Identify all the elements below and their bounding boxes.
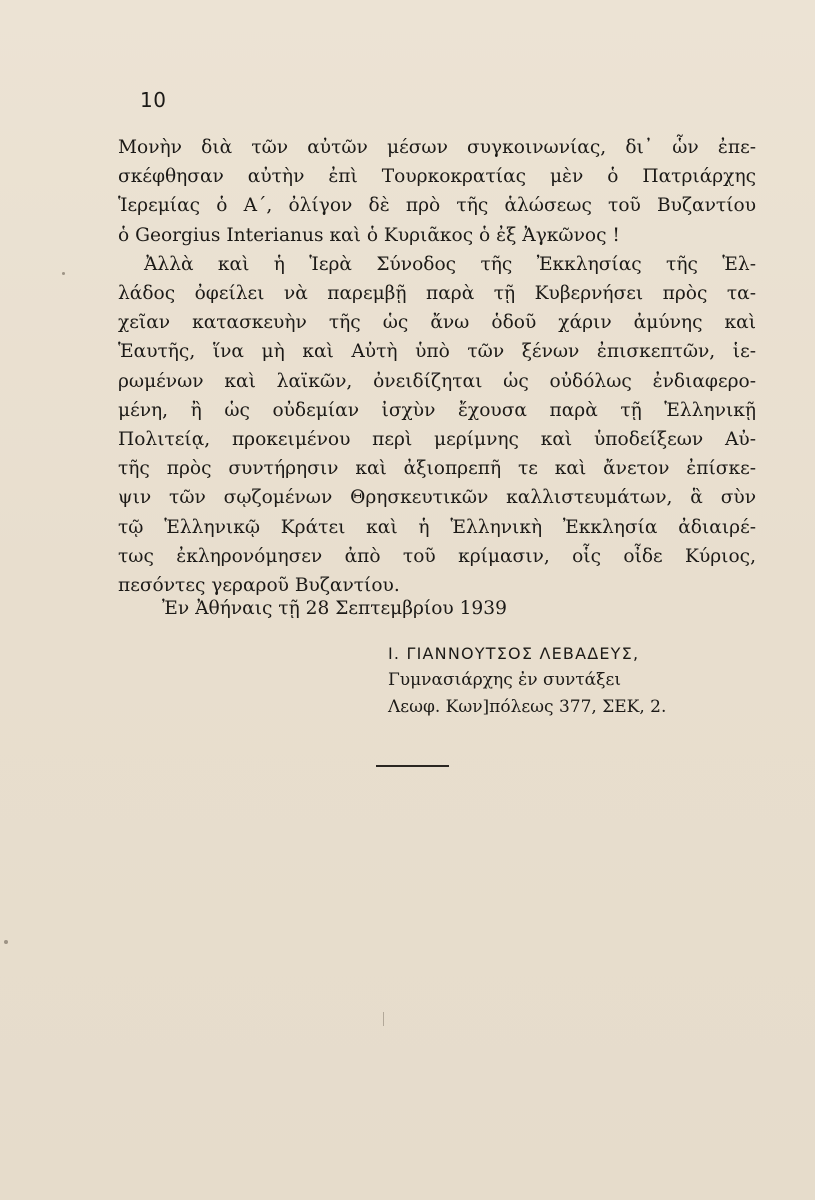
body-line: Ἀλλὰ καὶ ἡ Ἱερὰ Σύνοδος τῆς Ἐκκλησίας τῆς Ἑλ- bbox=[144, 253, 756, 275]
paper-speck bbox=[383, 1012, 384, 1026]
body-text bbox=[118, 133, 756, 600]
body-line: πεσόντες γεραροῦ Βυζαντίου. bbox=[118, 575, 400, 597]
body-line: ρωμένων καὶ λαϊκῶν, ὀνειδίζηται ὡς οὐδόλως ἐνδιαφερο- bbox=[118, 370, 756, 392]
paper-speck bbox=[62, 272, 65, 275]
body-line: χεῖαν κατασκευὴν τῆς ὡς ἄνω ὁδοῦ χάριν ἀμύνης καὶ bbox=[118, 312, 756, 334]
signature-block bbox=[388, 640, 666, 721]
paper-speck bbox=[4, 940, 8, 944]
signature-name: Ι. ΓΙΑΝΝΟΥΤΣΟΣ ΛΕΒΑΔΕΥΣ, bbox=[388, 644, 640, 663]
body-line: τῆς πρὸς συντήρησιν καὶ ἀξιοπρεπῆ τε καὶ ἄνετον ἐπίσκε- bbox=[118, 458, 756, 480]
body-line: Μονὴν διὰ τῶν αὐτῶν μέσων συγκοινωνίας, δι᾽ ὧν ἐπε- bbox=[118, 137, 756, 158]
signature-address: Λεωφ. Κων]πόλεως 377, ΣΕΚ, 2. bbox=[388, 697, 667, 717]
body-line: ὁ Georgius Interianus καὶ ὁ Κυριᾶκος ὁ ἐξ Ἀγκῶνος ! bbox=[118, 224, 620, 246]
body-line: Ἱερεμίας ὁ Α΄, ὀλίγον δὲ πρὸ τῆς ἁλώσεως τοῦ Βυζαντίου bbox=[118, 195, 756, 217]
body-line: τως ἐκληρονόμησεν ἀπὸ τοῦ κρίμασιν, οἷς οἶδε Κύριος, bbox=[118, 545, 756, 567]
body-line: μένη, ἢ ὡς οὐδεμίαν ἰσχὺν ἔχουσα παρὰ τῇ Ἑλληνικῇ bbox=[118, 399, 756, 421]
body-line: σκέφθησαν αὐτὴν ἐπὶ Τουρκοκρατίας μὲν ὁ Πατριάρχης bbox=[118, 166, 756, 188]
body-line: Πολιτείᾳ, προκειμένου περὶ μερίμνης καὶ ὑποδείξεων Αὐ- bbox=[118, 429, 756, 451]
signature-title: Γυμνασιάρχης ἐν συντάξει bbox=[388, 670, 622, 690]
body-line: ψιν τῶν σῳζομένων Θρησκευτικῶν καλλιστευμάτων, ἃ σὺν bbox=[118, 487, 756, 509]
closing-rule bbox=[376, 765, 449, 767]
dateline: Ἐν Ἀθήναις τῇ 28 Σεπτεμβρίου 1939 bbox=[162, 598, 507, 619]
body-line: λάδος ὀφείλει νὰ παρεμβῇ παρὰ τῇ Κυβερνήσει πρὸς τα- bbox=[118, 283, 756, 305]
body-line: Ἑαυτῆς, ἵνα μὴ καὶ Αὐτὴ ὑπὸ τῶν ξένων ἐπισκεπτῶν, ἱε- bbox=[118, 341, 756, 363]
page-number: 10 bbox=[140, 88, 167, 112]
body-line: τῷ Ἑλληνικῷ Κράτει καὶ ἡ Ἑλληνικὴ Ἐκκλησία ἀδιαιρέ- bbox=[118, 516, 756, 538]
